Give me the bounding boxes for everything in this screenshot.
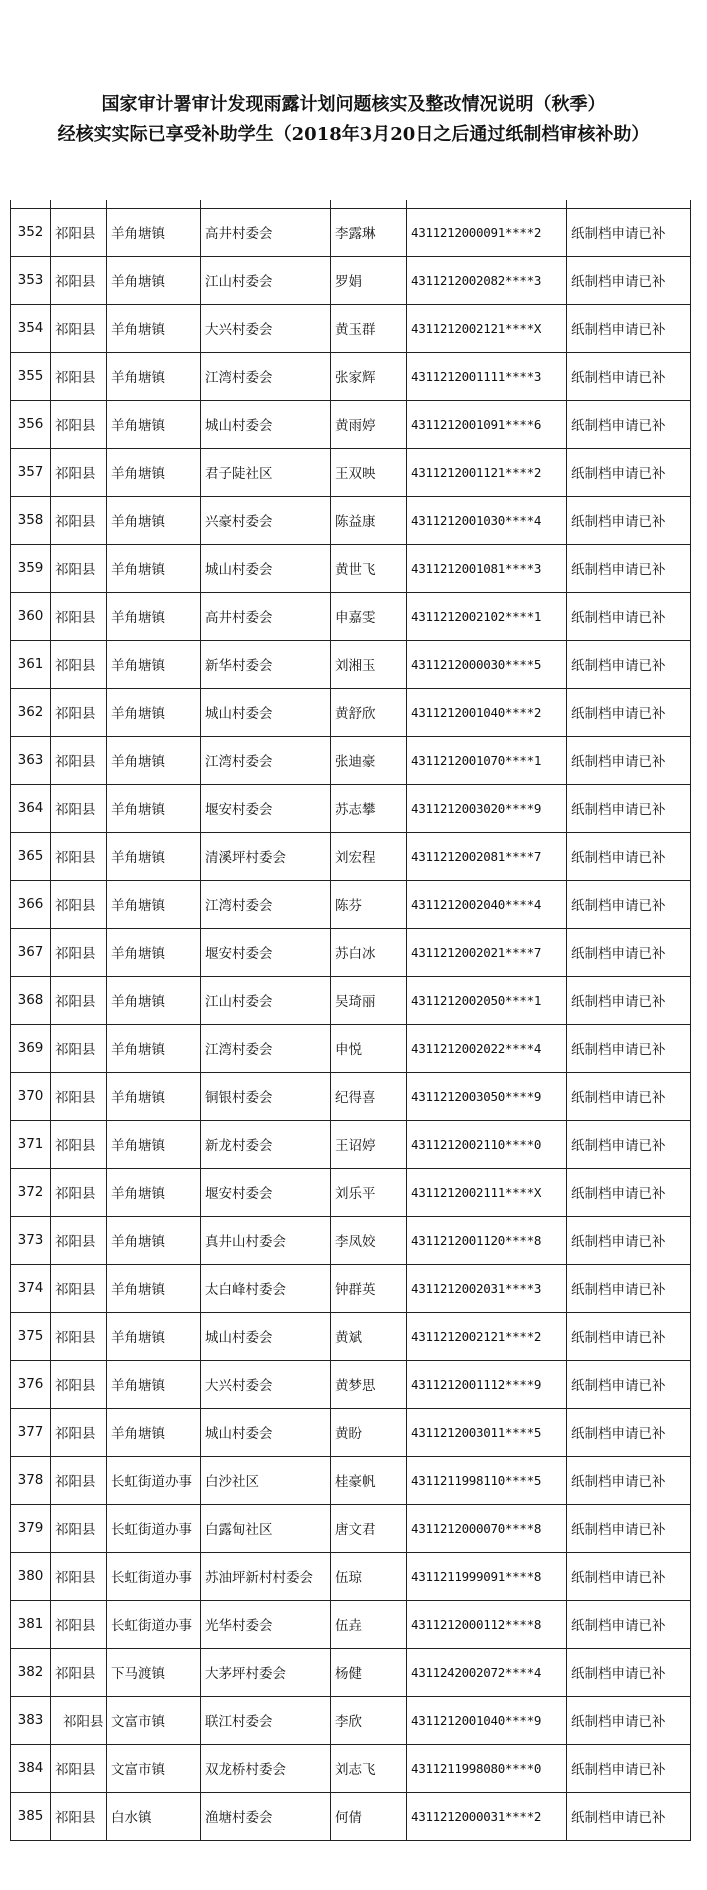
id-number-cell: 4311212002110****0: [407, 1120, 567, 1168]
table-row: [11, 1696, 691, 1744]
town-cell: 文富市镇: [107, 1744, 201, 1792]
county-cell: 祁阳县: [51, 640, 107, 688]
table-row: [11, 1024, 691, 1072]
id-number-cell: 4311212000070****8: [407, 1504, 567, 1552]
town-cell: 羊角塘镇: [107, 448, 201, 496]
row-number: 360: [11, 592, 51, 640]
status-cell: 纸制档申请已补: [567, 880, 691, 928]
id-number-cell: 4311212001121****2: [407, 448, 567, 496]
student-name-cell: 李露琳: [331, 208, 407, 256]
id-number-cell: 4311212000091****2: [407, 208, 567, 256]
id-number-cell: 4311212001070****1: [407, 736, 567, 784]
id-number-cell: 4311212000030****5: [407, 640, 567, 688]
town-cell: 文富市镇: [107, 1696, 201, 1744]
county-cell: 祁阳县: [51, 1120, 107, 1168]
county-cell: 祁阳县: [51, 1696, 107, 1744]
town-cell: 羊角塘镇: [107, 1120, 201, 1168]
town-cell: 羊角塘镇: [107, 1264, 201, 1312]
id-number-cell: 4311212003011****5: [407, 1408, 567, 1456]
id-number-cell: 4311212002031****3: [407, 1264, 567, 1312]
town-cell: 羊角塘镇: [107, 352, 201, 400]
town-cell: 羊角塘镇: [107, 400, 201, 448]
table-row: [11, 1456, 691, 1504]
town-cell: 白水镇: [107, 1792, 201, 1840]
id-number-cell: 4311212001081****3: [407, 544, 567, 592]
village-cell: 兴豪村委会: [201, 496, 331, 544]
village-cell: 光华村委会: [201, 1600, 331, 1648]
table-row: [11, 640, 691, 688]
status-cell: 纸制档申请已补: [567, 832, 691, 880]
village-cell: 城山村委会: [201, 1312, 331, 1360]
town-cell: 羊角塘镇: [107, 688, 201, 736]
village-cell: 堰安村委会: [201, 1168, 331, 1216]
town-cell: 羊角塘镇: [107, 880, 201, 928]
student-name-cell: 罗娟: [331, 256, 407, 304]
county-cell: 祁阳县: [51, 1264, 107, 1312]
id-number-cell: 4311211999091****8: [407, 1552, 567, 1600]
village-cell: 大兴村委会: [201, 1360, 331, 1408]
county-cell: 祁阳县: [51, 448, 107, 496]
student-name-cell: 陈芬: [331, 880, 407, 928]
village-cell: 大兴村委会: [201, 304, 331, 352]
row-number: 377: [11, 1408, 51, 1456]
row-number: 366: [11, 880, 51, 928]
village-cell: 江湾村委会: [201, 880, 331, 928]
village-cell: 联江村委会: [201, 1696, 331, 1744]
id-number-cell: 4311212002081****7: [407, 832, 567, 880]
table-top-stub: [11, 200, 691, 208]
village-cell: 城山村委会: [201, 688, 331, 736]
id-number-cell: 4311212001091****6: [407, 400, 567, 448]
county-cell: 祁阳县: [51, 736, 107, 784]
student-name-cell: 杨健: [331, 1648, 407, 1696]
county-cell: 祁阳县: [51, 1504, 107, 1552]
town-cell: 羊角塘镇: [107, 736, 201, 784]
town-cell: 羊角塘镇: [107, 544, 201, 592]
village-cell: 江湾村委会: [201, 736, 331, 784]
row-number: 353: [11, 256, 51, 304]
town-cell: 羊角塘镇: [107, 1024, 201, 1072]
row-number: 372: [11, 1168, 51, 1216]
village-cell: 白露甸社区: [201, 1504, 331, 1552]
row-number: 371: [11, 1120, 51, 1168]
table-row: [11, 736, 691, 784]
student-name-cell: 黄斌: [331, 1312, 407, 1360]
row-number: 379: [11, 1504, 51, 1552]
id-number-cell: 4311212002040****4: [407, 880, 567, 928]
status-cell: 纸制档申请已补: [567, 592, 691, 640]
row-number: 358: [11, 496, 51, 544]
id-number-cell: 4311212003050****9: [407, 1072, 567, 1120]
table-row: [11, 208, 691, 256]
table-row: [11, 832, 691, 880]
village-cell: 高井村委会: [201, 208, 331, 256]
table-row: [11, 1168, 691, 1216]
row-number: 385: [11, 1792, 51, 1840]
table-row: [11, 1120, 691, 1168]
village-cell: 双龙桥村委会: [201, 1744, 331, 1792]
status-cell: 纸制档申请已补: [567, 976, 691, 1024]
table-row: [11, 1552, 691, 1600]
county-cell: 祁阳县: [51, 1648, 107, 1696]
student-name-cell: 张迪豪: [331, 736, 407, 784]
town-cell: 羊角塘镇: [107, 976, 201, 1024]
county-cell: 祁阳县: [51, 592, 107, 640]
student-name-cell: 申悦: [331, 1024, 407, 1072]
title-line-2: 经核实实际已享受补助学生（2018年3月20日之后通过纸制档审核补助）: [57, 124, 650, 145]
student-name-cell: 刘志飞: [331, 1744, 407, 1792]
row-number: 365: [11, 832, 51, 880]
town-cell: 羊角塘镇: [107, 1072, 201, 1120]
status-cell: 纸制档申请已补: [567, 208, 691, 256]
village-cell: 堰安村委会: [201, 784, 331, 832]
status-cell: 纸制档申请已补: [567, 448, 691, 496]
table-row: [11, 1744, 691, 1792]
village-cell: 新华村委会: [201, 640, 331, 688]
id-number-cell: 4311212001111****3: [407, 352, 567, 400]
id-number-cell: 4311212000031****2: [407, 1792, 567, 1840]
table-row: [11, 1792, 691, 1840]
town-cell: 羊角塘镇: [107, 784, 201, 832]
student-name-cell: 何倩: [331, 1792, 407, 1840]
status-cell: 纸制档申请已补: [567, 736, 691, 784]
id-number-cell: 4311212003020****9: [407, 784, 567, 832]
town-cell: 下马渡镇: [107, 1648, 201, 1696]
village-cell: 江山村委会: [201, 976, 331, 1024]
student-name-cell: 李欣: [331, 1696, 407, 1744]
id-number-cell: 4311212001030****4: [407, 496, 567, 544]
row-number: 364: [11, 784, 51, 832]
county-cell: 祁阳县: [51, 496, 107, 544]
village-cell: 真井山村委会: [201, 1216, 331, 1264]
village-cell: 江湾村委会: [201, 1024, 331, 1072]
county-cell: 祁阳县: [51, 1744, 107, 1792]
student-name-cell: 王双映: [331, 448, 407, 496]
county-cell: 祁阳县: [51, 784, 107, 832]
title-line-1: 国家审计署审计发现雨露计划问题核实及整改情况说明（秋季）: [101, 94, 606, 115]
table-row: [11, 1648, 691, 1696]
student-name-cell: 吴琦丽: [331, 976, 407, 1024]
student-name-cell: 李凤姣: [331, 1216, 407, 1264]
row-number: 362: [11, 688, 51, 736]
id-number-cell: 4311212001040****2: [407, 688, 567, 736]
row-number: 383: [11, 1696, 51, 1744]
village-cell: 铜银村委会: [201, 1072, 331, 1120]
status-cell: 纸制档申请已补: [567, 1456, 691, 1504]
town-cell: 羊角塘镇: [107, 496, 201, 544]
status-cell: 纸制档申请已补: [567, 1792, 691, 1840]
id-number-cell: 4311212002121****2: [407, 1312, 567, 1360]
id-number-cell: 4311212002082****3: [407, 256, 567, 304]
status-cell: 纸制档申请已补: [567, 1744, 691, 1792]
village-cell: 白沙社区: [201, 1456, 331, 1504]
county-cell: 祁阳县: [51, 1408, 107, 1456]
row-number: 382: [11, 1648, 51, 1696]
status-cell: 纸制档申请已补: [567, 1312, 691, 1360]
county-cell: 祁阳县: [51, 1360, 107, 1408]
status-cell: 纸制档申请已补: [567, 496, 691, 544]
village-cell: 渔塘村委会: [201, 1792, 331, 1840]
status-cell: 纸制档申请已补: [567, 1360, 691, 1408]
id-number-cell: 4311212002022****4: [407, 1024, 567, 1072]
row-number: 369: [11, 1024, 51, 1072]
student-name-cell: 纪得喜: [331, 1072, 407, 1120]
student-name-cell: 黄世飞: [331, 544, 407, 592]
county-cell: 祁阳县: [51, 208, 107, 256]
row-number: 359: [11, 544, 51, 592]
row-number: 374: [11, 1264, 51, 1312]
county-cell: 祁阳县: [51, 1552, 107, 1600]
table-row: [11, 784, 691, 832]
table-row: [11, 496, 691, 544]
row-number: 376: [11, 1360, 51, 1408]
village-cell: 君子陡社区: [201, 448, 331, 496]
id-number-cell: 4311212002102****1: [407, 592, 567, 640]
id-number-cell: 4311211998110****5: [407, 1456, 567, 1504]
table-row: [11, 880, 691, 928]
student-name-cell: 黄雨婷: [331, 400, 407, 448]
status-cell: 纸制档申请已补: [567, 1024, 691, 1072]
county-cell: 祁阳县: [51, 400, 107, 448]
status-cell: 纸制档申请已补: [567, 1120, 691, 1168]
county-cell: 祁阳县: [51, 256, 107, 304]
county-cell: 祁阳县: [51, 544, 107, 592]
id-number-cell: 4311212001112****9: [407, 1360, 567, 1408]
status-cell: 纸制档申请已补: [567, 544, 691, 592]
table-row: [11, 256, 691, 304]
table-row: [11, 304, 691, 352]
status-cell: 纸制档申请已补: [567, 784, 691, 832]
table-row: [11, 1216, 691, 1264]
table-row: [11, 544, 691, 592]
table-row: [11, 448, 691, 496]
village-cell: 大茅坪村委会: [201, 1648, 331, 1696]
status-cell: 纸制档申请已补: [567, 400, 691, 448]
status-cell: 纸制档申请已补: [567, 1696, 691, 1744]
status-cell: 纸制档申请已补: [567, 1168, 691, 1216]
row-number: 357: [11, 448, 51, 496]
county-cell: 祁阳县: [51, 1456, 107, 1504]
table-row: [11, 400, 691, 448]
student-name-cell: 王诏婷: [331, 1120, 407, 1168]
table-row: [11, 592, 691, 640]
row-number: 378: [11, 1456, 51, 1504]
village-cell: 江湾村委会: [201, 352, 331, 400]
table-row: [11, 688, 691, 736]
student-table: [10, 200, 690, 1841]
id-number-cell: 4311242002072****4: [407, 1648, 567, 1696]
village-cell: 江山村委会: [201, 256, 331, 304]
row-number: 361: [11, 640, 51, 688]
student-name-cell: 钟群英: [331, 1264, 407, 1312]
county-cell: 祁阳县: [51, 352, 107, 400]
student-name-cell: 苏志攀: [331, 784, 407, 832]
county-cell: 祁阳县: [51, 1168, 107, 1216]
student-name-cell: 张家辉: [331, 352, 407, 400]
town-cell: 羊角塘镇: [107, 1360, 201, 1408]
row-number: 384: [11, 1744, 51, 1792]
table-row: [11, 1600, 691, 1648]
row-number: 375: [11, 1312, 51, 1360]
table-row: [11, 1264, 691, 1312]
county-cell: 祁阳县: [51, 1792, 107, 1840]
status-cell: 纸制档申请已补: [567, 1600, 691, 1648]
row-number: 368: [11, 976, 51, 1024]
id-number-cell: 4311212002121****X: [407, 304, 567, 352]
row-number: 355: [11, 352, 51, 400]
id-number-cell: 4311212002050****1: [407, 976, 567, 1024]
student-name-cell: 黄梦思: [331, 1360, 407, 1408]
status-cell: 纸制档申请已补: [567, 928, 691, 976]
county-cell: 祁阳县: [51, 1600, 107, 1648]
town-cell: 羊角塘镇: [107, 1408, 201, 1456]
town-cell: 羊角塘镇: [107, 1216, 201, 1264]
town-cell: 羊角塘镇: [107, 304, 201, 352]
row-number: 381: [11, 1600, 51, 1648]
town-cell: 羊角塘镇: [107, 208, 201, 256]
table-row: [11, 928, 691, 976]
document-title: [0, 90, 707, 150]
village-cell: 苏油坪新村村委会: [201, 1552, 331, 1600]
status-cell: 纸制档申请已补: [567, 1264, 691, 1312]
county-cell: 祁阳县: [51, 1216, 107, 1264]
row-number: 373: [11, 1216, 51, 1264]
county-cell: 祁阳县: [51, 688, 107, 736]
village-cell: 城山村委会: [201, 1408, 331, 1456]
county-cell: 祁阳县: [51, 880, 107, 928]
row-number: 354: [11, 304, 51, 352]
town-cell: 长虹街道办事: [107, 1600, 201, 1648]
town-cell: 羊角塘镇: [107, 256, 201, 304]
id-number-cell: 4311212001120****8: [407, 1216, 567, 1264]
status-cell: 纸制档申请已补: [567, 640, 691, 688]
status-cell: 纸制档申请已补: [567, 352, 691, 400]
village-cell: 城山村委会: [201, 400, 331, 448]
status-cell: 纸制档申请已补: [567, 256, 691, 304]
student-name-cell: 黄盼: [331, 1408, 407, 1456]
student-name-cell: 刘宏程: [331, 832, 407, 880]
id-number-cell: 4311212000112****8: [407, 1600, 567, 1648]
student-name-cell: 伍垚: [331, 1600, 407, 1648]
status-cell: 纸制档申请已补: [567, 688, 691, 736]
village-cell: 堰安村委会: [201, 928, 331, 976]
status-cell: 纸制档申请已补: [567, 1504, 691, 1552]
status-cell: 纸制档申请已补: [567, 1216, 691, 1264]
row-number: 370: [11, 1072, 51, 1120]
student-name-cell: 伍琼: [331, 1552, 407, 1600]
village-cell: 高井村委会: [201, 592, 331, 640]
town-cell: 羊角塘镇: [107, 1312, 201, 1360]
county-cell: 祁阳县: [51, 1072, 107, 1120]
row-number: 380: [11, 1552, 51, 1600]
student-name-cell: 申嘉雯: [331, 592, 407, 640]
status-cell: 纸制档申请已补: [567, 1552, 691, 1600]
town-cell: 羊角塘镇: [107, 640, 201, 688]
county-cell: 祁阳县: [51, 1312, 107, 1360]
student-name-cell: 黄舒欣: [331, 688, 407, 736]
village-cell: 新龙村委会: [201, 1120, 331, 1168]
student-name-cell: 刘乐平: [331, 1168, 407, 1216]
table-row: [11, 1072, 691, 1120]
town-cell: 羊角塘镇: [107, 592, 201, 640]
status-cell: 纸制档申请已补: [567, 1408, 691, 1456]
table-row: [11, 1504, 691, 1552]
table-row: [11, 352, 691, 400]
row-number: 352: [11, 208, 51, 256]
row-number: 356: [11, 400, 51, 448]
student-name-cell: 陈益康: [331, 496, 407, 544]
town-cell: 长虹街道办事: [107, 1504, 201, 1552]
id-number-cell: 4311212001040****9: [407, 1696, 567, 1744]
county-cell: 祁阳县: [51, 832, 107, 880]
village-cell: 太白峰村委会: [201, 1264, 331, 1312]
table-row: [11, 1408, 691, 1456]
county-cell: 祁阳县: [51, 1024, 107, 1072]
student-name-cell: 刘湘玉: [331, 640, 407, 688]
status-cell: 纸制档申请已补: [567, 1648, 691, 1696]
id-number-cell: 4311212002111****X: [407, 1168, 567, 1216]
table-row: [11, 1312, 691, 1360]
town-cell: 羊角塘镇: [107, 832, 201, 880]
student-name-cell: 黄玉群: [331, 304, 407, 352]
town-cell: 羊角塘镇: [107, 1168, 201, 1216]
town-cell: 羊角塘镇: [107, 928, 201, 976]
id-number-cell: 4311211998080****0: [407, 1744, 567, 1792]
student-name-cell: 唐文君: [331, 1504, 407, 1552]
village-cell: 城山村委会: [201, 544, 331, 592]
row-number: 367: [11, 928, 51, 976]
student-name-cell: 苏白冰: [331, 928, 407, 976]
county-cell: 祁阳县: [51, 928, 107, 976]
row-number: 363: [11, 736, 51, 784]
county-cell: 祁阳县: [51, 976, 107, 1024]
town-cell: 长虹街道办事: [107, 1456, 201, 1504]
status-cell: 纸制档申请已补: [567, 1072, 691, 1120]
id-number-cell: 4311212002021****7: [407, 928, 567, 976]
town-cell: 长虹街道办事: [107, 1552, 201, 1600]
village-cell: 清溪坪村委会: [201, 832, 331, 880]
table-row: [11, 1360, 691, 1408]
county-cell: 祁阳县: [51, 304, 107, 352]
status-cell: 纸制档申请已补: [567, 304, 691, 352]
student-name-cell: 桂豪帆: [331, 1456, 407, 1504]
table-row: [11, 976, 691, 1024]
